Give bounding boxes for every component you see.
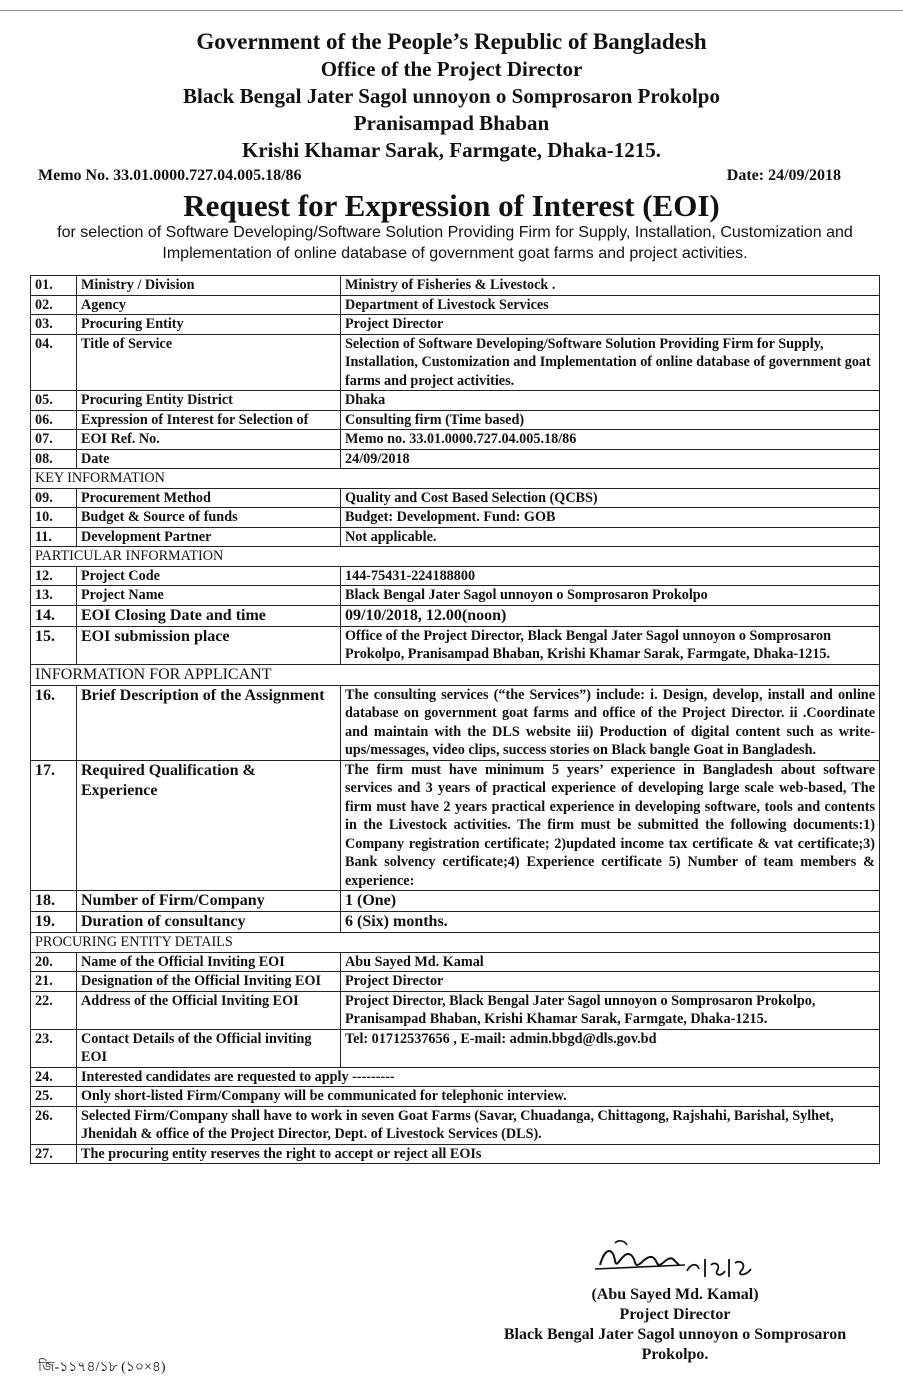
section-header-row bbox=[31, 933, 880, 953]
table-row bbox=[31, 334, 880, 391]
row-number: 20. bbox=[31, 952, 77, 972]
row-number: 22. bbox=[31, 991, 77, 1029]
row-label: Title of Service bbox=[77, 334, 341, 391]
row-label: EOI Ref. No. bbox=[77, 430, 341, 450]
row-value: 144-75431-224188800 bbox=[341, 566, 880, 586]
section-title: PROCURING ENTITY DETAILS bbox=[31, 933, 880, 953]
table-row bbox=[31, 1087, 880, 1107]
row-number: 26. bbox=[31, 1106, 77, 1144]
row-number: 23. bbox=[31, 1029, 77, 1067]
table-row bbox=[31, 391, 880, 411]
row-number: 16. bbox=[31, 685, 77, 760]
row-label: Name of the Official Inviting EOI bbox=[77, 952, 341, 972]
row-label: Development Partner bbox=[77, 527, 341, 547]
signatory-name: (Abu Sayed Md. Kamal) bbox=[591, 1286, 759, 1303]
table-row bbox=[31, 508, 880, 528]
row-number: 06. bbox=[31, 410, 77, 430]
row-statement: Selected Firm/Company shall have to work in seven Goat Farms (Savar, Chuadanga, Chittagong, Rajshahi, Barishal, Sylhet, Jhenidah & office of the Project Director, Dept. of Livestock Services (DLS). bbox=[77, 1106, 880, 1144]
table-row bbox=[31, 972, 880, 992]
row-value: Ministry of Fisheries & Livestock . bbox=[341, 276, 880, 296]
table-row bbox=[31, 1067, 880, 1087]
project-name: Black Bengal Jater Sagol unnoyon o Somprosaron Prokolpo bbox=[183, 84, 720, 108]
section-title: KEY INFORMATION bbox=[31, 469, 880, 489]
table-row bbox=[31, 626, 880, 664]
table-row bbox=[31, 295, 880, 315]
row-number: 07. bbox=[31, 430, 77, 450]
government-name: Government of the People’s Republic of Bangladesh bbox=[196, 29, 707, 54]
row-number: 14. bbox=[31, 605, 77, 626]
letterhead bbox=[0, 28, 903, 164]
section-header-row bbox=[31, 547, 880, 567]
row-value: Abu Sayed Md. Kamal bbox=[341, 952, 880, 972]
table-row bbox=[31, 952, 880, 972]
row-label: Brief Description of the Assignment bbox=[77, 685, 341, 760]
row-number: 11. bbox=[31, 527, 77, 547]
row-value: 6 (Six) months. bbox=[341, 912, 880, 933]
row-label: Duration of consultancy bbox=[77, 912, 341, 933]
row-label: EOI Closing Date and time bbox=[77, 605, 341, 626]
table-row bbox=[31, 430, 880, 450]
row-value: Budget: Development. Fund: GOB bbox=[341, 508, 880, 528]
eoi-table bbox=[30, 275, 880, 1164]
table-row bbox=[31, 527, 880, 547]
table-row bbox=[31, 566, 880, 586]
row-number: 15. bbox=[31, 626, 77, 664]
row-value: The consulting services (“the Services”) include: i. Design, develop, install and online database on government goat farms and office of the Project Director. ii .Coordinate and maintain with the DLS website iii) Production of digital content such as write-ups/messages, video clips, success stories on Black bangle Goat in Bangladesh. bbox=[341, 685, 880, 760]
memo-date: Date: 24/09/2018 bbox=[726, 167, 841, 184]
table-row bbox=[31, 410, 880, 430]
table-row bbox=[31, 912, 880, 933]
signatory-designation: Project Director bbox=[619, 1306, 731, 1323]
row-number: 02. bbox=[31, 295, 77, 315]
row-label: Ministry / Division bbox=[77, 276, 341, 296]
row-value: Project Director, Black Bengal Jater Sagol unnoyon o Somprosaron Prokolpo, Pranisampad Bhaban, Krishi Khamar Sarak, Farmgate, Dhaka-1215. bbox=[341, 991, 880, 1029]
row-label: Procuring Entity bbox=[77, 315, 341, 335]
row-value: Project Director bbox=[341, 972, 880, 992]
section-title: INFORMATION FOR APPLICANT bbox=[31, 664, 880, 685]
row-value: Memo no. 33.01.0000.727.04.005.18/86 bbox=[341, 430, 880, 450]
row-value: 1 (One) bbox=[341, 891, 880, 912]
table-row bbox=[31, 315, 880, 335]
row-number: 19. bbox=[31, 912, 77, 933]
row-number: 18. bbox=[31, 891, 77, 912]
table-row bbox=[31, 1106, 880, 1144]
row-value: Department of Livestock Services bbox=[341, 295, 880, 315]
row-label: Date bbox=[77, 449, 341, 469]
table-row bbox=[31, 605, 880, 626]
row-number: 24. bbox=[31, 1067, 77, 1087]
signature-block bbox=[470, 1235, 880, 1365]
row-number: 05. bbox=[31, 391, 77, 411]
row-value: Tel: 01712537656 , E-mail: admin.bbgd@dls.gov.bd bbox=[341, 1029, 880, 1067]
building-name: Pranisampad Bhaban bbox=[353, 111, 550, 135]
row-label: EOI submission place bbox=[77, 626, 341, 664]
row-label: Contact Details of the Official inviting EOI bbox=[77, 1029, 341, 1067]
table-row bbox=[31, 1144, 880, 1164]
row-value: Project Director bbox=[341, 315, 880, 335]
row-number: 21. bbox=[31, 972, 77, 992]
row-number: 13. bbox=[31, 586, 77, 606]
memo-number: Memo No. 33.01.0000.727.04.005.18/86 bbox=[38, 167, 302, 184]
row-label: Number of Firm/Company bbox=[77, 891, 341, 912]
row-label: Project Name bbox=[77, 586, 341, 606]
row-number: 25. bbox=[31, 1087, 77, 1107]
row-label: Required Qualification & Experience bbox=[77, 760, 341, 891]
page-subtitle: for selection of Software Developing/Software Solution Providing Firm for Supply, Installation, Customization and Implementation of online database of government goat farms and project activities. bbox=[57, 224, 853, 262]
table-row bbox=[31, 488, 880, 508]
row-number: 09. bbox=[31, 488, 77, 508]
section-title: PARTICULAR INFORMATION bbox=[31, 547, 880, 567]
table-row bbox=[31, 685, 880, 760]
row-value: The firm must have minimum 5 years’ experience in Bangladesh about software services and 3 years of practical experience of developing large scale web-based, The firm must have 2 years practical experience in developing software, tools and contents in the Livestock activities. The firm must be submitted the following documents:1) Company registration certificate; 2)updated income tax certificate & vat certificate;3) Bank solvency certificate;4) Experience certificate 5) Number of team members & experience: bbox=[341, 760, 880, 891]
row-number: 10. bbox=[31, 508, 77, 528]
handwritten-signature-icon bbox=[575, 1235, 775, 1285]
row-number: 04. bbox=[31, 334, 77, 391]
row-number: 27. bbox=[31, 1144, 77, 1164]
row-number: 03. bbox=[31, 315, 77, 335]
table-row bbox=[31, 760, 880, 891]
row-number: 08. bbox=[31, 449, 77, 469]
table-row bbox=[31, 991, 880, 1029]
row-statement: Only short-listed Firm/Company will be communicated for telephonic interview. bbox=[77, 1087, 880, 1107]
row-number: 01. bbox=[31, 276, 77, 296]
row-label: Agency bbox=[77, 295, 341, 315]
table-row bbox=[31, 449, 880, 469]
row-label: Address of the Official Inviting EOI bbox=[77, 991, 341, 1029]
office-name: Office of the Project Director bbox=[320, 57, 583, 81]
row-number: 12. bbox=[31, 566, 77, 586]
row-value: Not applicable. bbox=[341, 527, 880, 547]
row-value: 09/10/2018, 12.00(noon) bbox=[341, 605, 880, 626]
row-label: Project Code bbox=[77, 566, 341, 586]
table-row bbox=[31, 891, 880, 912]
row-value: Black Bengal Jater Sagol unnoyon o Somprosaron Prokolpo bbox=[341, 586, 880, 606]
row-label: Procurement Method bbox=[77, 488, 341, 508]
signatory-organization: Black Bengal Jater Sagol unnoyon o Somprosaron Prokolpo. bbox=[503, 1326, 847, 1363]
row-label: Budget & Source of funds bbox=[77, 508, 341, 528]
table-row bbox=[31, 276, 880, 296]
section-header-row bbox=[31, 664, 880, 685]
row-statement: Interested candidates are requested to apply --------- bbox=[77, 1067, 880, 1087]
row-value: Selection of Software Developing/Software Solution Providing Firm for Supply, Installation, Customization and Implementation of online database of government goat farms and project activities. bbox=[341, 334, 880, 391]
row-value: Quality and Cost Based Selection (QCBS) bbox=[341, 488, 880, 508]
table-row bbox=[31, 586, 880, 606]
table-row bbox=[31, 1029, 880, 1067]
row-label: Designation of the Official Inviting EOI bbox=[77, 972, 341, 992]
address-line: Krishi Khamar Sarak, Farmgate, Dhaka-1215. bbox=[241, 138, 662, 162]
row-value: 24/09/2018 bbox=[341, 449, 880, 469]
row-value: Consulting firm (Time based) bbox=[341, 410, 880, 430]
cropped-top-text-strip bbox=[0, 0, 903, 11]
publication-code: জি-১১৭৪/১৮ (১০×৪) bbox=[38, 1360, 166, 1375]
row-number: 17. bbox=[31, 760, 77, 891]
row-statement: The procuring entity reserves the right to accept or reject all EOIs bbox=[77, 1144, 880, 1164]
row-value: Office of the Project Director, Black Bengal Jater Sagol unnoyon o Somprosaron Prokolpo, Pranisampad Bhaban, Krishi Khamar Sarak, Farmgate, Dhaka-1215. bbox=[341, 626, 880, 664]
row-label: Expression of Interest for Selection of bbox=[77, 410, 341, 430]
row-value: Dhaka bbox=[341, 391, 880, 411]
section-header-row bbox=[31, 469, 880, 489]
row-label: Procuring Entity District bbox=[77, 391, 341, 411]
page-title: Request for Expression of Interest (EOI) bbox=[183, 188, 720, 223]
